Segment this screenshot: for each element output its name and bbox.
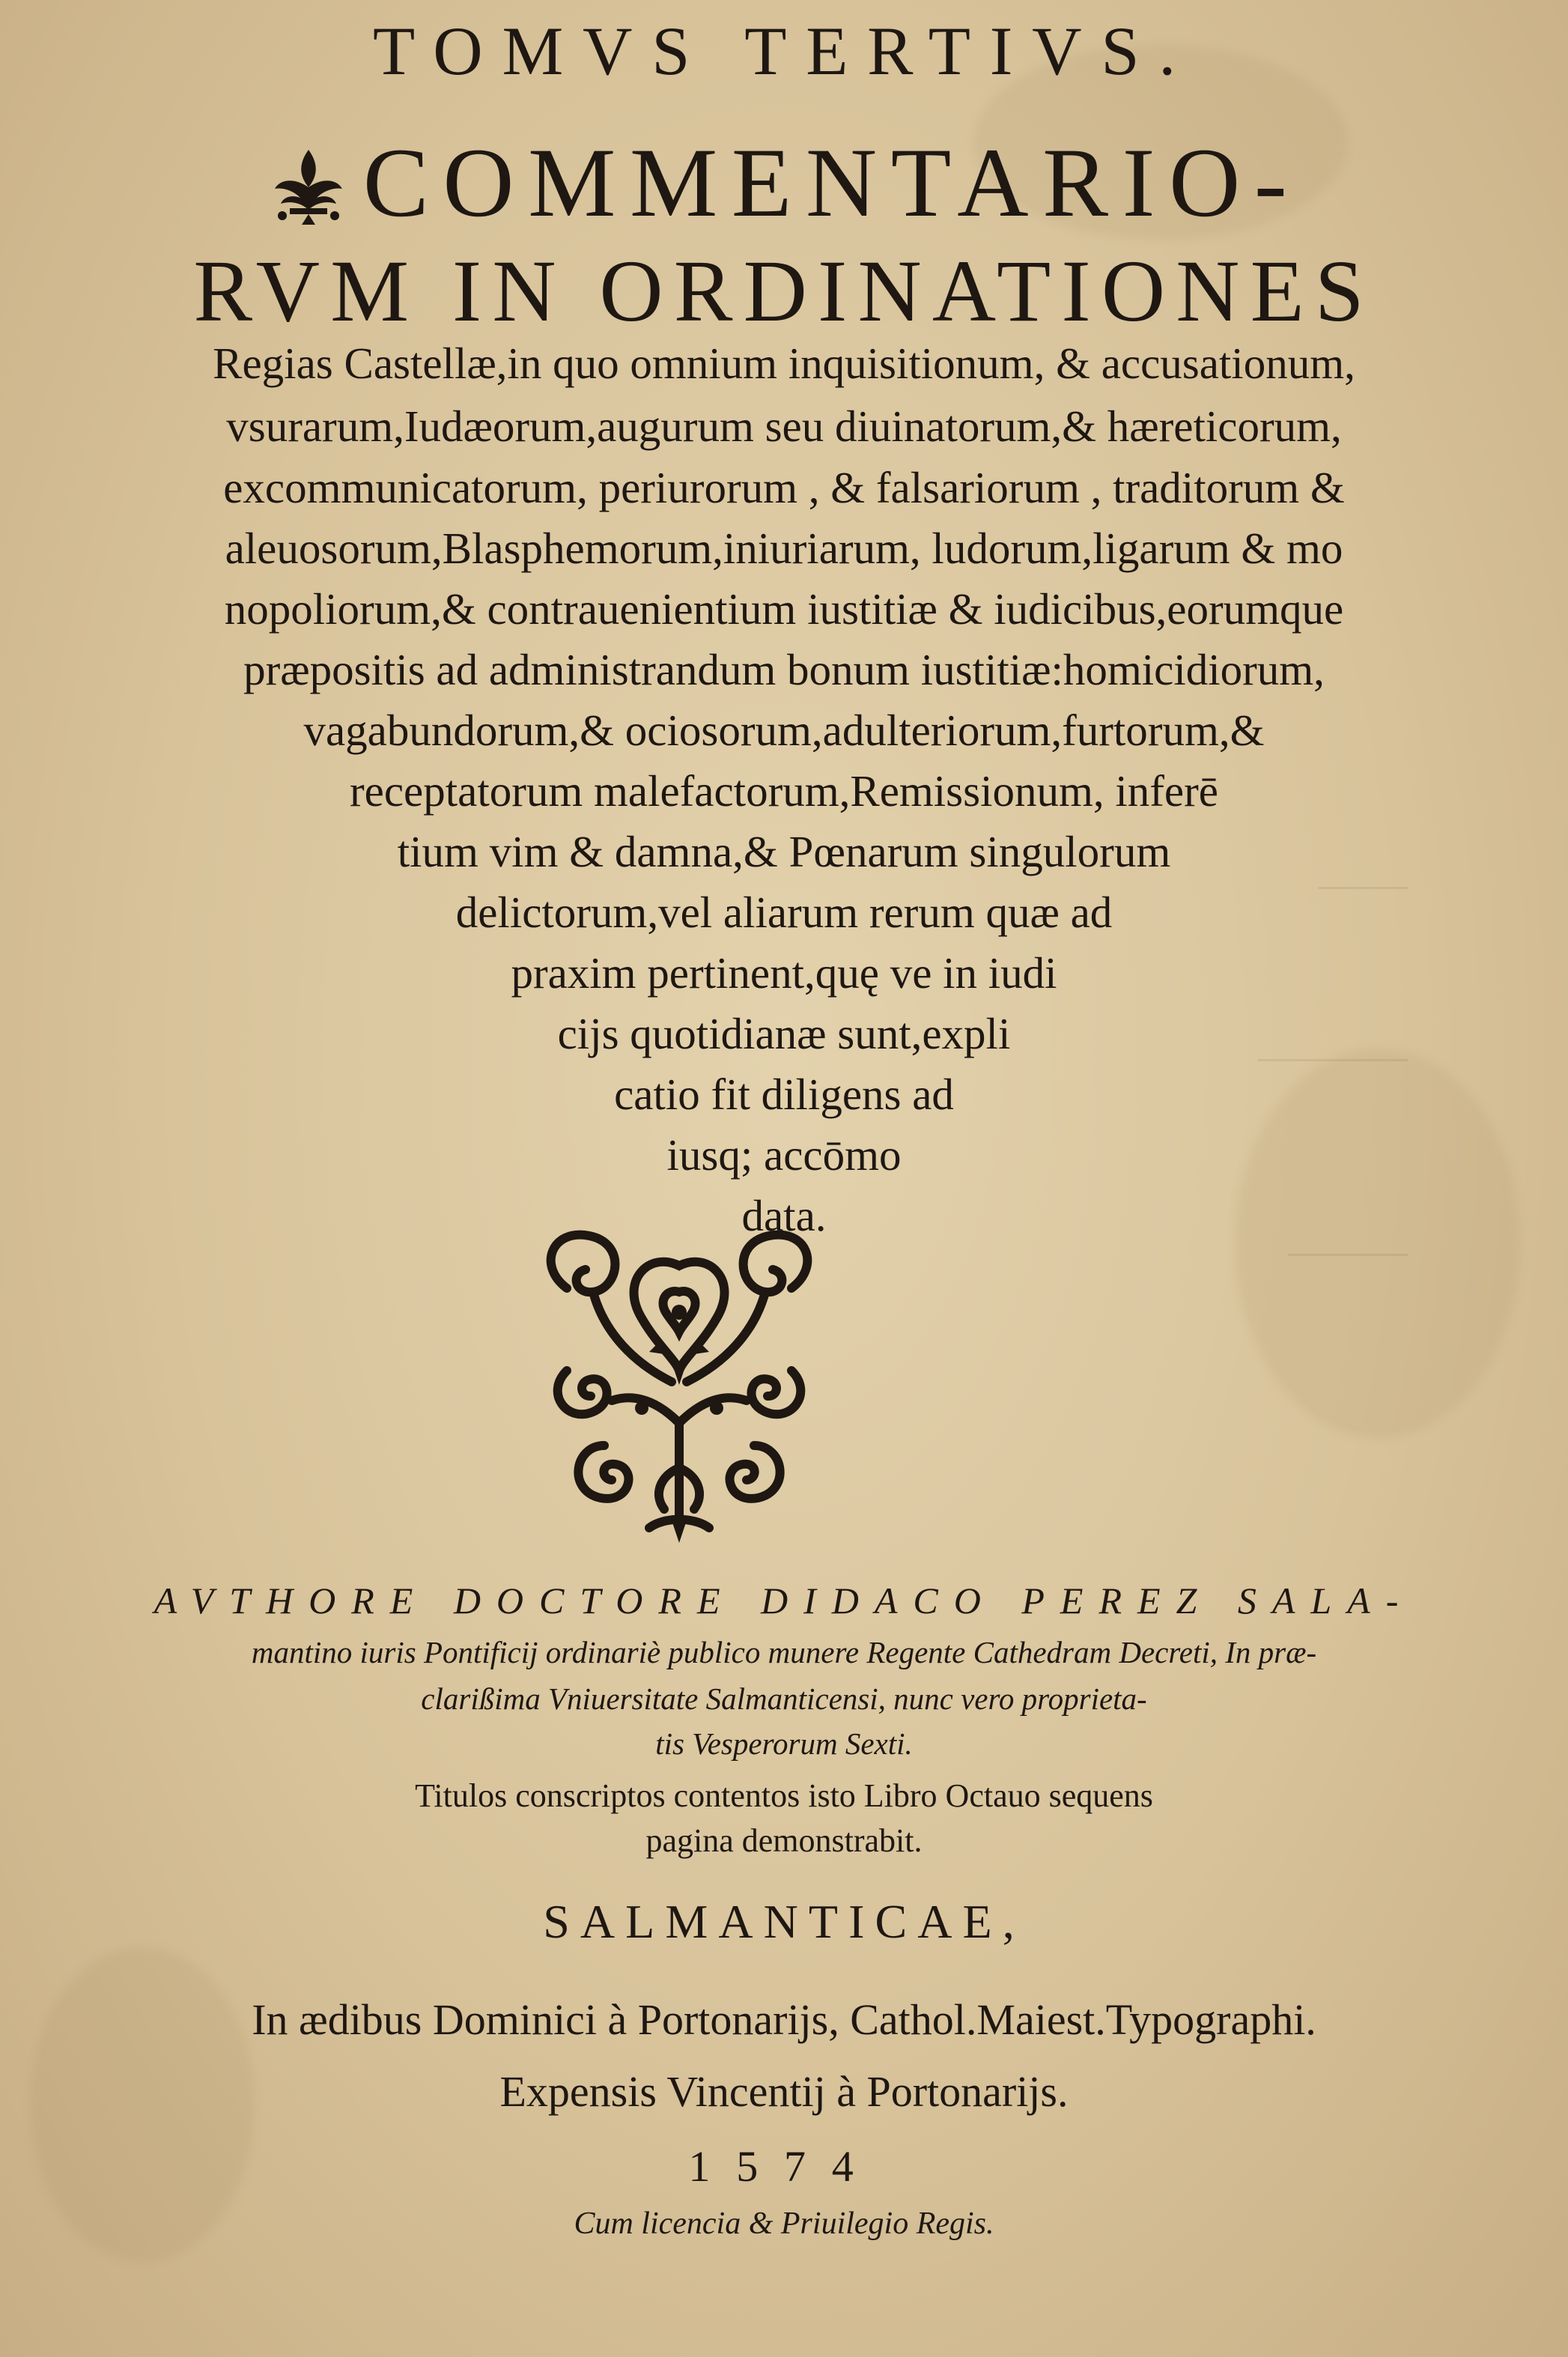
author-line-1: AVTHORE DOCTORE DIDACO PEREZ SALA- bbox=[154, 1580, 1414, 1622]
description-line: receptatorum malefactorum,Remissionum, inferē bbox=[350, 766, 1218, 816]
fleur-de-lis-fleuron-icon bbox=[267, 144, 350, 243]
volume-heading: TOMVS TERTIVS. bbox=[372, 13, 1196, 89]
contents-note-line-1: Titulos conscriptos contentos isto Libro Octauo sequens bbox=[415, 1777, 1153, 1814]
description-line: vagabundorum,& ociosorum,adulteriorum,furtorum,& bbox=[303, 706, 1265, 755]
imprint-printer: In ædibus Dominici à Portonarijs, Cathol.Maiest.Typographi. bbox=[252, 1995, 1316, 2044]
title-line-1-row bbox=[0, 127, 1568, 243]
description-line: data. bbox=[741, 1191, 827, 1240]
description-line: excommunicatorum, periurorum , & falsariorum , traditorum & bbox=[223, 463, 1345, 512]
description-line: Regias Castellæ,in quo omnium inquisitionum, & accusationum, bbox=[213, 339, 1355, 388]
description-line: delictorum,vel aliarum rerum quæ ad bbox=[455, 888, 1113, 937]
description-line: iusq; accōmo bbox=[666, 1130, 902, 1180]
description-line: catio fit diligens ad bbox=[614, 1070, 954, 1119]
author-line-3: clarißima Vniuersitate Salmanticensi, nunc vero proprieta- bbox=[421, 1681, 1147, 1716]
description-line: nopoliorum,& contrauenientium iustitiæ & iudicibus,eorumque bbox=[224, 584, 1344, 634]
show-through-mark bbox=[1288, 1236, 1408, 1256]
imprint-year: 1574 bbox=[688, 2142, 880, 2191]
description-line: aleuosorum,Blasphemorum,iniuriarum, ludorum,ligarum & mo bbox=[225, 524, 1343, 573]
description-line: præpositis ad administrandum bonum iustitiæ:homicidiorum, bbox=[243, 645, 1325, 694]
description-line: cijs quotidianæ sunt,expli bbox=[557, 1009, 1011, 1058]
description-line: vsurarum,Iudæorum,augurum seu diuinatorum,& hæreticorum, bbox=[226, 401, 1342, 451]
author-line-4: tis Vesperorum Sexti. bbox=[655, 1726, 913, 1761]
description-line: praxim pertinent,quę ve in iudi bbox=[511, 948, 1057, 998]
description-line: tium vim & damna,& Pœnarum singulorum bbox=[397, 827, 1171, 876]
imprint-expense: Expensis Vincentij à Portonarijs. bbox=[499, 2067, 1069, 2116]
title-line-1: COMMENTARIO- bbox=[362, 127, 1301, 237]
imprint-privilege: Cum licencia & Priuilegio Regis. bbox=[574, 2206, 994, 2241]
title-line-2: RVM IN ORDINATIONES bbox=[193, 242, 1375, 340]
woodcut-ornament-icon bbox=[522, 1221, 836, 1550]
contents-note-line-2: pagina demonstrabit. bbox=[645, 1822, 923, 1859]
imprint-city: SALMANTICAE, bbox=[543, 1895, 1025, 1948]
author-line-2: mantino iuris Pontificij ordinariè publico munere Regente Cathedram Decreti, In præ- bbox=[251, 1635, 1317, 1669]
